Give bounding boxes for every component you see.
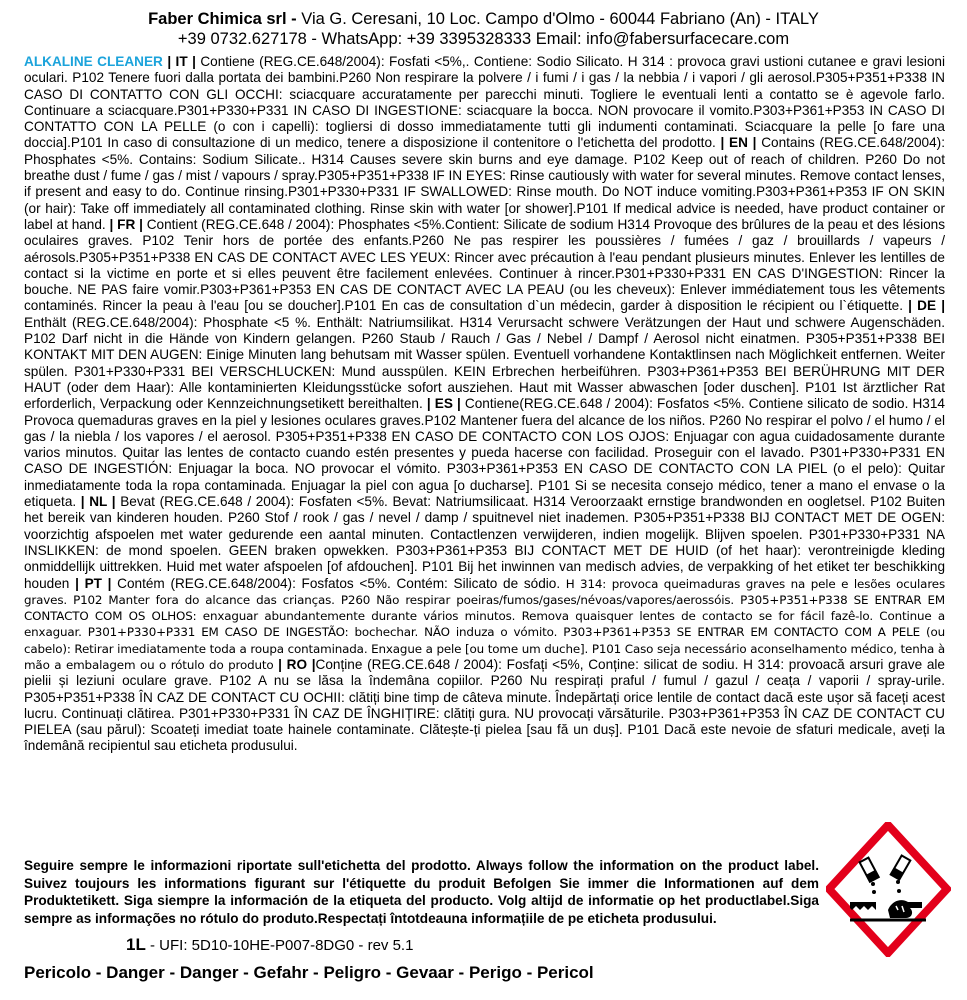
company-header (0, 9, 967, 49)
lang-tag-en: | EN | (720, 135, 762, 151)
hazard-statements (24, 54, 945, 755)
company-name: Faber Chimica srl - (148, 10, 297, 28)
volume-label: 1L (126, 935, 146, 954)
lang-tag-ro: | RO | (278, 656, 316, 672)
signal-word-line: Pericolo - Danger - Danger - Gefahr - Peligro - Gevaar - Perigo - Pericol (24, 963, 594, 982)
section-fr-text: Contient (REG.CE.648 / 2004): Phosphates <5%.Contient: Silicate de sodium H314 Provoque des brûlures de la peau et des lésions oculaires graves. P102 Tenir hors de portée des enfants.P260 Ne pas respirer les poussières / fumées / gaz / brouillards / vapeurs / aérosols.P305+P351+P338 EN CAS DE CONTACT AVEC LES YEUX: Rincer avec précaution à l'eau pendant plusieurs minutes. Enlever les lentilles de contact si la victime en porte et si elles peuvent être facilement enlevées. Continuer à rincer.P301+P330+P331 EN CAS D'INGESTION: Rincer la bouche. NE PAS faire vomir.P303+P361+P353 EN CAS DE CONTACT AVEC LA PEAU (ou les cheveux): Enlever immédiatement tous les vêtements contaminés. Rincer la peau à l'eau [ou se doucher].P101 En cas de consultation d`un médecin, garder à disposition le récipient ou l`étiquette. (24, 216, 946, 314)
company-contacts: +39 0732.627178 - WhatsApp: +39 3395328333 Email: info@fabersurfacecare.com (177, 30, 790, 48)
lang-tag-de: | DE | (908, 298, 946, 314)
section-de-text: Enthält (REG.CE.648/2004): Phosphate <5 %. Enthält: Natriumsilikat. H314 Verursacht schwere Verätzungen der Haut und schwere Augenschäden. P102 Darf nicht in die Hände von Kindern gelangen. P260 Staub / Rauch / Gas / Nebel / Dampf / Aerosol nicht einatmen. P305+P351+P338 BEI KONTAKT MIT DEN AUGEN: Einige Minuten lang behutsam mit Wasser spülen. Eventuell vorhandene Kontaktlinsen nach Möglichkeit entfernen. Weiter spülen. P301+P330+P331 BEI VERSCHLUCKEN: Mund ausspülen. KEIN Erbrechen herbeiführen. P303+P361+P353 BEI BERÜHRUNG MIT DER HAUT (oder dem Haar): Alle kontaminierten Kleidungsstücke sofort ausziehen. Haut mit Wasser abwaschen [oder duschen]. P101 Ist ärztlicher Rat erforderlich, Verpackung oder Kennzeichnungsetikett bereithalten. (24, 314, 945, 412)
section-pt-text-small: H 314: provoca queimaduras graves na pele e lesões oculares graves. P102 Manter fora do alcance das crianças. P260 Não respirar poeiras/fumos/gases/névoas/vapores/aerossóis. P305+P351+P338 SE ENTRAR EM CONTACTO COM OS OLHOS: enxaguar abundantemente durante vários minutos. Remova quaisquer lentes de contacto se for fácil fazê-lo. Continue a enxaguar. P301+P330+P331 EM CASO DE INGESTÃO: bochechar. NÃO induza o vómito. P303+P361+P353 SE ENTRAR EM CONTACTO COM A PELE (ou cabelo): Retirar imediatamente toda a roupa contaminada. Enxague a pele [ou tome um duche]. P101 Caso seja necessário aconselhamento médico, tenha à mão a embalagem ou o rótulo do produto (24, 576, 946, 672)
lang-tag-pt: | PT | (75, 575, 118, 591)
product-name: ALKALINE CLEANER (24, 54, 163, 69)
section-pt-text: Contém (REG.CE.648/2004): Fosfatos <5%. Contém: Silicato de sódio. (117, 575, 561, 591)
lang-tag-fr: | FR | (109, 216, 147, 232)
company-address: Via G. Ceresani, 10 Loc. Campo d'Olmo - 60044 Fabriano (An) - ITALY (296, 10, 819, 28)
lang-tag-nl: | NL | (80, 494, 121, 510)
follow-label-note: Seguire sempre le informazioni riportate sull'etichetta del prodotto. Always follow the information on the product label. Suivez toujours les informations figurant sur l'étiquette du produit Befolgen Sie immer die Informationen auf dem Produktetikett. Siga siempre la información de la etiqueta del producto. Volg altijd de informatie op het productlabel.Siga sempre as informações no rótulo do produto.Respectați întotdeauna informațiile de pe eticheta produsului. (24, 858, 819, 926)
lang-tag-es: | ES | (426, 396, 465, 412)
ghs-corrosive-icon (826, 822, 951, 957)
product-identifier (126, 935, 413, 955)
lang-tag-it: | IT | (162, 54, 201, 69)
section-es-text: Contiene(REG.CE.648 / 2004): Fosfatos <5%. Contiene silicato de sodio. H314 Provoca quemaduras graves en la piel y lesiones oculares graves.P102 Mantener fuera del alcance de los niños. P260 No respirar el polvo / el humo / el gas / la niebla / los vapores / el aerosol. P305+P351+P338 EN CASO DE CONTACTO CON LOS OJOS: Enjuagar con agua cuidadosamente durante varios minutos. Quitar las lentes de contacto cuando estén presentes y pueda hacerse con facilidad. Proseguir con el lavado. P301+P330+P331 EN CASO DE INGESTIÓN: Enjuagar la boca. NO provocar el vómito. P303+P361+P353 EN CASO DE CONTACTO CON LA PIEL (o el pelo): Quitar inmediatamente toda la ropa contaminada. Enjuagar la piel con agua [o ducharse]. P101 Si se necesita consejo médico, tener a mano el envase o la etiqueta. (24, 396, 945, 510)
section-en-text: Contains (REG.CE.648/2004): Phosphates <5%. Contains: Sodium Silicate.. H314 Causes severe skin burns and eye damage. P102 Keep out of reach of children. P260 Do not breathe dust / fume / gas / mist / vapours / spray.P305+P351+P338 IF IN EYES: Rinse cautiously with water for several minutes. Remove contact lenses, if present and easy to do. Continue rinsing.P301+P330+P331 IF SWALLOWED: Rinse mouth. Do NOT induce vomiting.P303+P361+P353 IF ON SKIN (or hair): Take off immediately all contaminated clothing. Rinse skin with water [or shower].P101 If medical advice is needed, have product container or label at hand. (24, 135, 945, 232)
ufi-code: - UFI: 5D10-10HE-P007-8DG0 - rev 5.1 (145, 937, 414, 954)
section-it-text: Contiene (REG.CE.648/2004): Fosfati <5%,. Contiene: Sodio Silicato. H 314 : provoca gravi ustioni cutanee e gravi lesioni oculari. P102 Tenere fuori dalla portata dei bambini.P260 Non respirare la polvere / i fumi / i gas / la nebbia / i vapori / gli aerosol.P305+P351+P338 IN CASO DI CONTATTO CON GLI OCCHI: sciacquare accuratamente per parecchi minuti. Togliere le eventuali lenti a contatto se è agevole farlo. Continuare a sciacquare.P301+P330+P331 IN CASO DI INGESTIONE: sciacquare la bocca. NON provocare il vomito.P303+P361+P353 IN CASO DI CONTATTO CON LA PELLE (o con i capelli): togliersi di dosso immediatamente tutti gli indumenti contaminati. Sciacquare la pelle [o fare una doccia].P101 In caso di consultazione di un medico, tenere a disposizione il contenitore o l'etichetta del prodotto. (24, 54, 946, 151)
section-nl-text: Bevat (REG.CE.648 / 2004): Fosfaten <5%. Bevat: Natriumsilicaat. H314 Veroorzaakt ernstige brandwonden en oogletsel. P102 Buiten het bereik van kinderen houden. P260 Stof / rook / gas / nevel / damp / spuitnevel niet inademen. P305+P351+P338 BIJ CONTACT MET DE OGEN: voorzichtig afspoelen met water gedurende een aantal minuten. Contactlenzen verwijderen, indien mogelijk. Blijven spoelen. P301+P330+P331 NA INSLIKKEN: de mond spoelen. GEEN braken opwekken. P303+P361+P353 BIJ CONTACT MET DE HUID (of het haar): verontreinigde kleding onmiddellijk uittrekken. Huid met water afspoelen [of afdouchen]. P101 Bij het inwinnen van medisch advies, de verpakking of het etiket ter beschikking houden (24, 494, 945, 591)
section-ro-text: Conține (REG.CE.648 / 2004): Fosfați <5%, Conține: silicat de sodiu. H 314: provoacă arsuri grave ale pielii și leziuni oculare grave. P102 A nu se lăsa la îndemâna copiilor. P260 Nu respirați praful / fumul / gazul / ceața / vaporii / spray-urile. P305+P351+P338 ÎN CAZ DE CONTACT CU OCHII: clătiți bine timp de câteva minute. Îndepărtați orice lentile de contact dacă este ușor să faceți acest lucru. Continuați clătirea. P301+P330+P331 ÎN CAZ DE ÎNGHIȚIRE: clătiți gura. NU provocați vărsăturile. P303+P361+P353 ÎN CAZ DE CONTACT CU PIELEA (sau părul): Scoateți imediat toate hainele contaminate. Clătește-ți pielea [sau fă un duș]. P101 Dacă este nevoie de sfaturi medicale, aveți la îndemână recipientul sau eticheta produsului. (24, 656, 945, 754)
